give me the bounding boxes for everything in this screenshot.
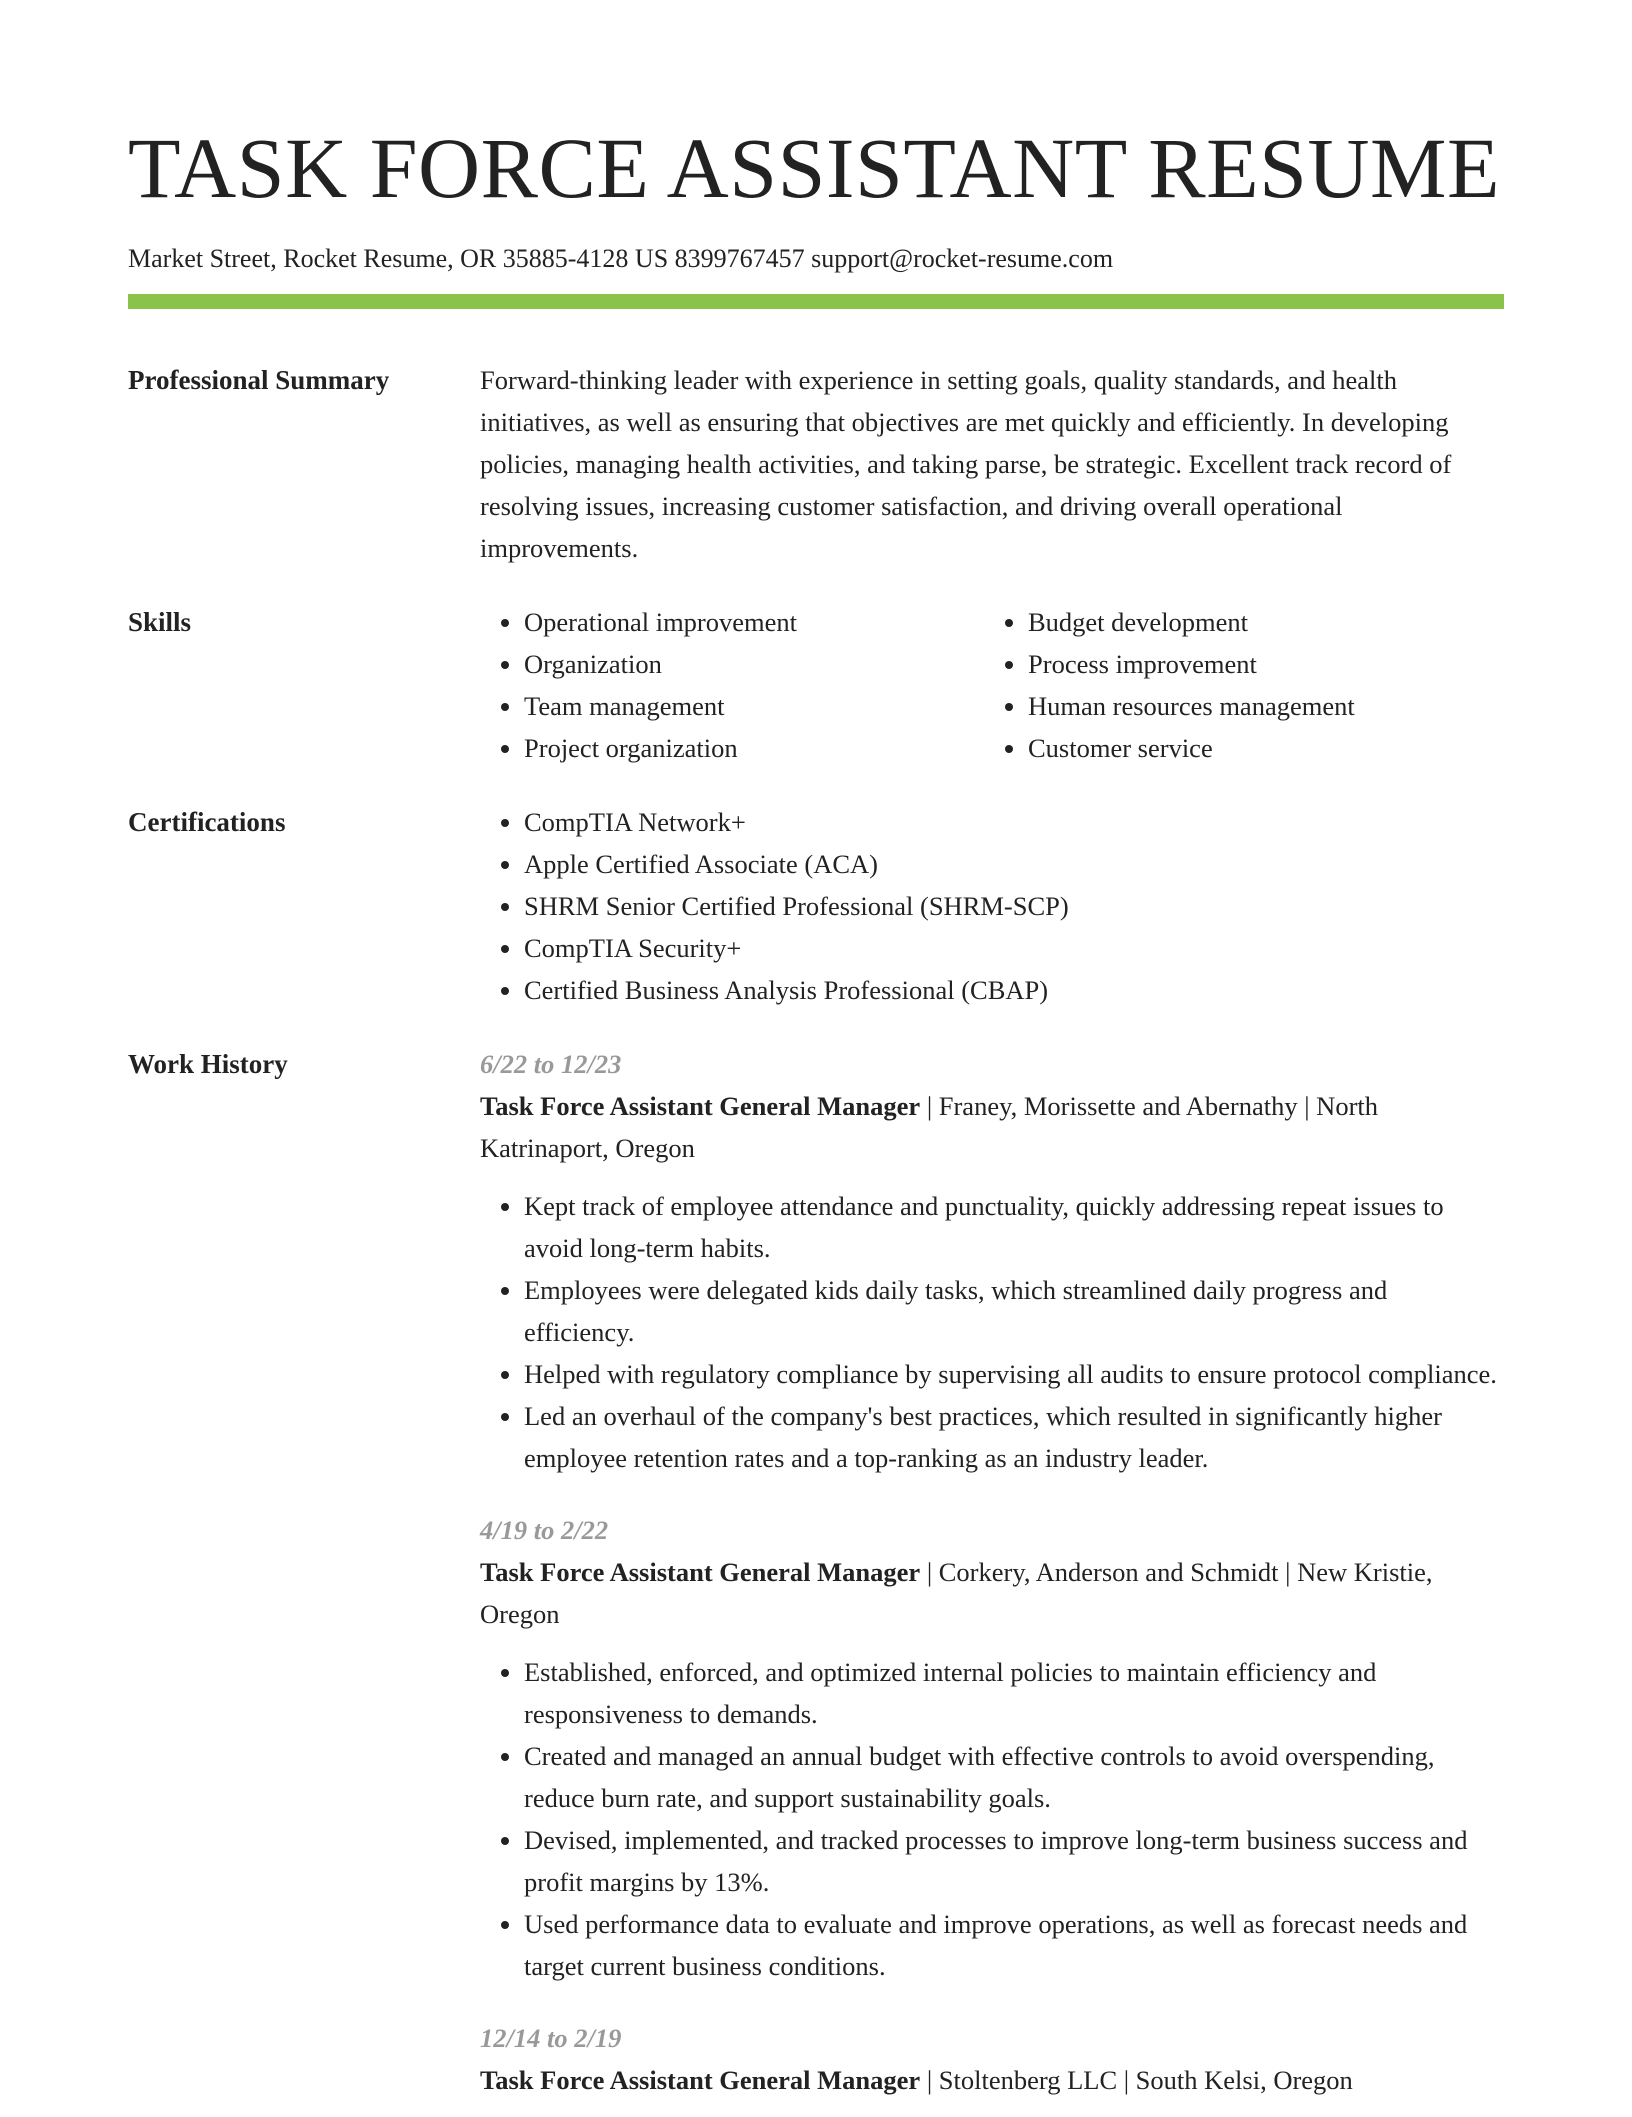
summary-label: Professional Summary <box>128 365 390 395</box>
resume-page <box>128 0 1504 2117</box>
job-bullet: • Employees were delegated kids daily tasks, which streamlined daily progress and efficiency. <box>524 1269 1504 1353</box>
job-bullets <box>480 1185 1504 1479</box>
skills-column-1 <box>480 601 984 769</box>
job-bullet: • Devised, implemented, and tracked processes to improve long-term business success and profit margins by 13%. <box>524 1819 1504 1903</box>
job-dates: 12/14 to 2/19 <box>480 2023 622 2053</box>
job-entry <box>480 1509 1504 1987</box>
job-bullet: • Created and managed an annual budget with effective controls to avoid overspending, reduce burn rate, and support sustainability goals. <box>524 1735 1504 1819</box>
job-details: | Stoltenberg LLC | South Kelsi, Oregon <box>920 2065 1353 2095</box>
resume-title: TASK FORCE ASSISTANT RESUME <box>128 120 1501 216</box>
header-divider <box>128 294 1504 309</box>
job-heading <box>480 2059 1504 2101</box>
skill-item: • Human resources management <box>1028 685 1488 727</box>
job-title: Task Force Assistant General Manager <box>480 1091 921 1121</box>
job-title: Task Force Assistant General Manager <box>480 2065 921 2095</box>
job-title: Task Force Assistant General Manager <box>480 1557 921 1587</box>
contact-line: Market Street, Rocket Resume, OR 35885-4128 US 8399767457 support@rocket-resume.com <box>128 244 1114 273</box>
certification-item: • Apple Certified Associate (ACA) <box>524 843 1504 885</box>
skill-item: • Team management <box>524 685 984 727</box>
job-entry <box>480 1043 1504 1479</box>
job-bullet: • Led an overhaul of the company's best practices, which resulted in significantly higher employee retention rates and a top-ranking as an industry leader. <box>524 1395 1504 1479</box>
job-details: | Corkery, Anderson and Schmidt | New Kristie, Oregon <box>480 1557 1433 1629</box>
skill-item: • Project organization <box>524 727 984 769</box>
skill-item: • Process improvement <box>1028 643 1488 685</box>
certifications-label: Certifications <box>128 807 286 837</box>
work-history-section <box>128 1043 1504 2117</box>
skills-section <box>128 601 1504 769</box>
certifications-list <box>480 801 1504 1011</box>
job-heading <box>480 1085 1504 1169</box>
job-bullet: • Helped with regulatory compliance by supervising all audits to ensure protocol compliance. <box>524 1353 1504 1395</box>
certification-item: • Certified Business Analysis Professional (CBAP) <box>524 969 1504 1011</box>
skill-item: • Budget development <box>1028 601 1488 643</box>
certification-item: • CompTIA Security+ <box>524 927 1504 969</box>
certification-item: • SHRM Senior Certified Professional (SHRM-SCP) <box>524 885 1504 927</box>
certifications-section <box>128 801 1504 1011</box>
skill-item: • Operational improvement <box>524 601 984 643</box>
skill-item: • Organization <box>524 643 984 685</box>
job-dates: 6/22 to 12/23 <box>480 1049 622 1079</box>
job-heading <box>480 1551 1504 1635</box>
work-history-label: Work History <box>128 1049 288 1079</box>
certification-item: • CompTIA Network+ <box>524 801 1504 843</box>
job-bullet: • Used performance data to evaluate and improve operations, as well as forecast needs and target current business conditions. <box>524 1903 1504 1987</box>
skills-column-2 <box>984 601 1488 769</box>
job-bullet: • Kept track of employee attendance and punctuality, quickly addressing repeat issues to avoid long-term habits. <box>524 1185 1504 1269</box>
skill-item: • Customer service <box>1028 727 1488 769</box>
skills-label: Skills <box>128 607 192 637</box>
job-details: | Franey, Morissette and Abernathy | North Katrinaport, Oregon <box>480 1091 1379 1163</box>
job-bullet: • Established, enforced, and optimized internal policies to maintain efficiency and responsiveness to demands. <box>524 1651 1504 1735</box>
job-entry <box>480 2017 1504 2101</box>
summary-section <box>128 359 1504 569</box>
job-dates: 4/19 to 2/22 <box>480 1515 609 1545</box>
summary-text: Forward-thinking leader with experience in setting goals, quality standards, and health initiatives, as well as ensuring that objectives are met quickly and efficiently. In developing policies, managing health activities, and taking parse, be strategic. Excellent track record of resolving issues, increasing customer satisfaction, and driving overall operational improvements. <box>480 365 1452 563</box>
job-bullets <box>480 1651 1504 1987</box>
